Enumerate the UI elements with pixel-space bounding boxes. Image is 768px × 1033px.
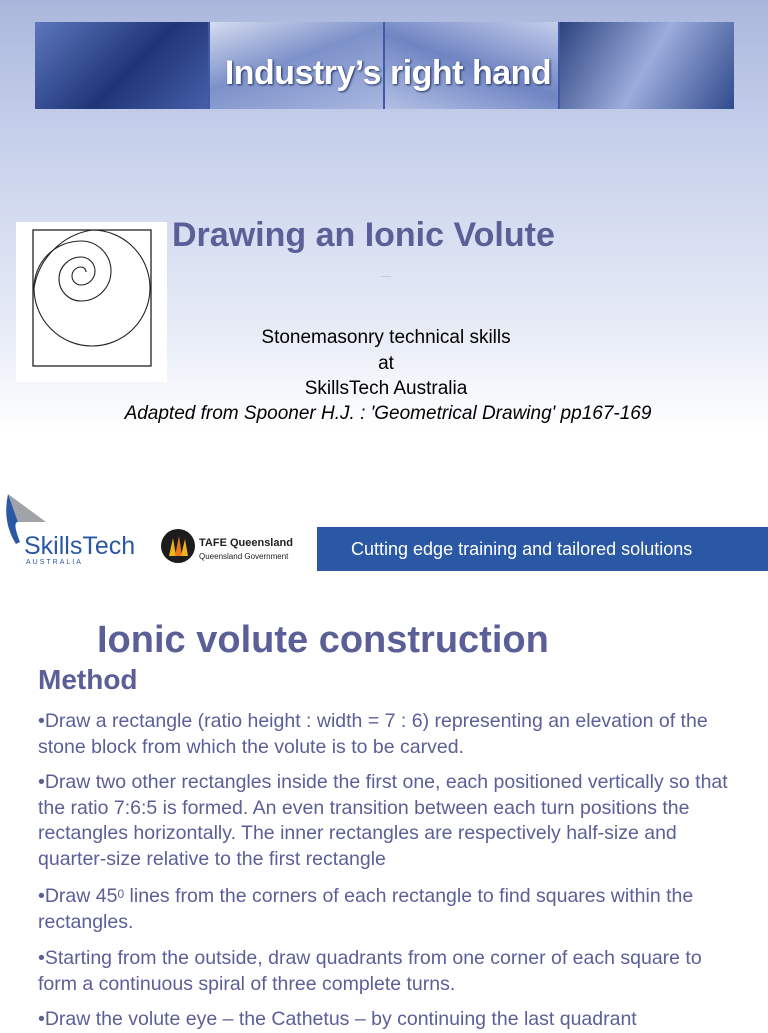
- slide-title: Drawing an Ionic Volute: [172, 216, 555, 254]
- attribution: Adapted from Spooner H.J. : 'Geometrical Drawing' pp167-169: [124, 403, 652, 424]
- method-heading: Method: [38, 664, 138, 695]
- footer-logos: [0, 490, 768, 570]
- method-step-3-post: lines from the corners of each rectangle to find squares within the rectangles.: [38, 885, 694, 933]
- degree-superscript: 0: [117, 887, 125, 901]
- subtitle-line-1: Stonemasonry technical skills: [261, 327, 511, 348]
- method-step-3: [38, 884, 738, 935]
- tagline-bar: Cutting edge training and tailored solutions: [317, 527, 768, 571]
- method-step-4: •Starting from the outside, draw quadrants from one corner of each square to form a continuous spiral of three complete turns.: [38, 947, 702, 995]
- skillstech-logo-sub: AUSTRALIA: [26, 559, 83, 564]
- tafe-crest-icon: [160, 528, 196, 564]
- banner-photo-electronics: [560, 22, 734, 109]
- tafe-queensland-logo: [160, 528, 310, 568]
- method-step-5: •Draw the volute eye – the Cathetus – by continuing the last quadrant: [38, 1008, 637, 1030]
- skillstech-logo-text: SkillsTech: [24, 532, 136, 560]
- tafe-logo-name: TAFE Queensland: [199, 537, 293, 549]
- banner-title: Industry’s right hand: [224, 54, 552, 92]
- skillstech-logo: [6, 492, 136, 564]
- construction-slide: [0, 572, 768, 1030]
- title-divider: [381, 276, 391, 277]
- method-step-3-pre: •Draw 45: [38, 885, 118, 907]
- subtitle-line-3: SkillsTech Australia: [304, 378, 468, 399]
- method-step-1: •Draw a rectangle (ratio height : width = 7 : 6) representing an elevation of the stone block from which the volute is to be carved.: [38, 710, 708, 758]
- industry-banner: [35, 22, 734, 109]
- tafe-logo-sub: Queensland Government: [199, 552, 289, 561]
- method-step-2: •Draw two other rectangles inside the first one, each positioned vertically so that the ratio 7:6:5 is formed. An even transition between each turn positions the rectangles horizontally. The inner rectangles are respectively half-size and quarter-size relative to the first rectangle: [38, 771, 728, 870]
- subtitle-line-2: at: [378, 353, 394, 374]
- construction-heading: Ionic volute construction: [97, 619, 549, 661]
- banner-photo-drill: [35, 22, 208, 109]
